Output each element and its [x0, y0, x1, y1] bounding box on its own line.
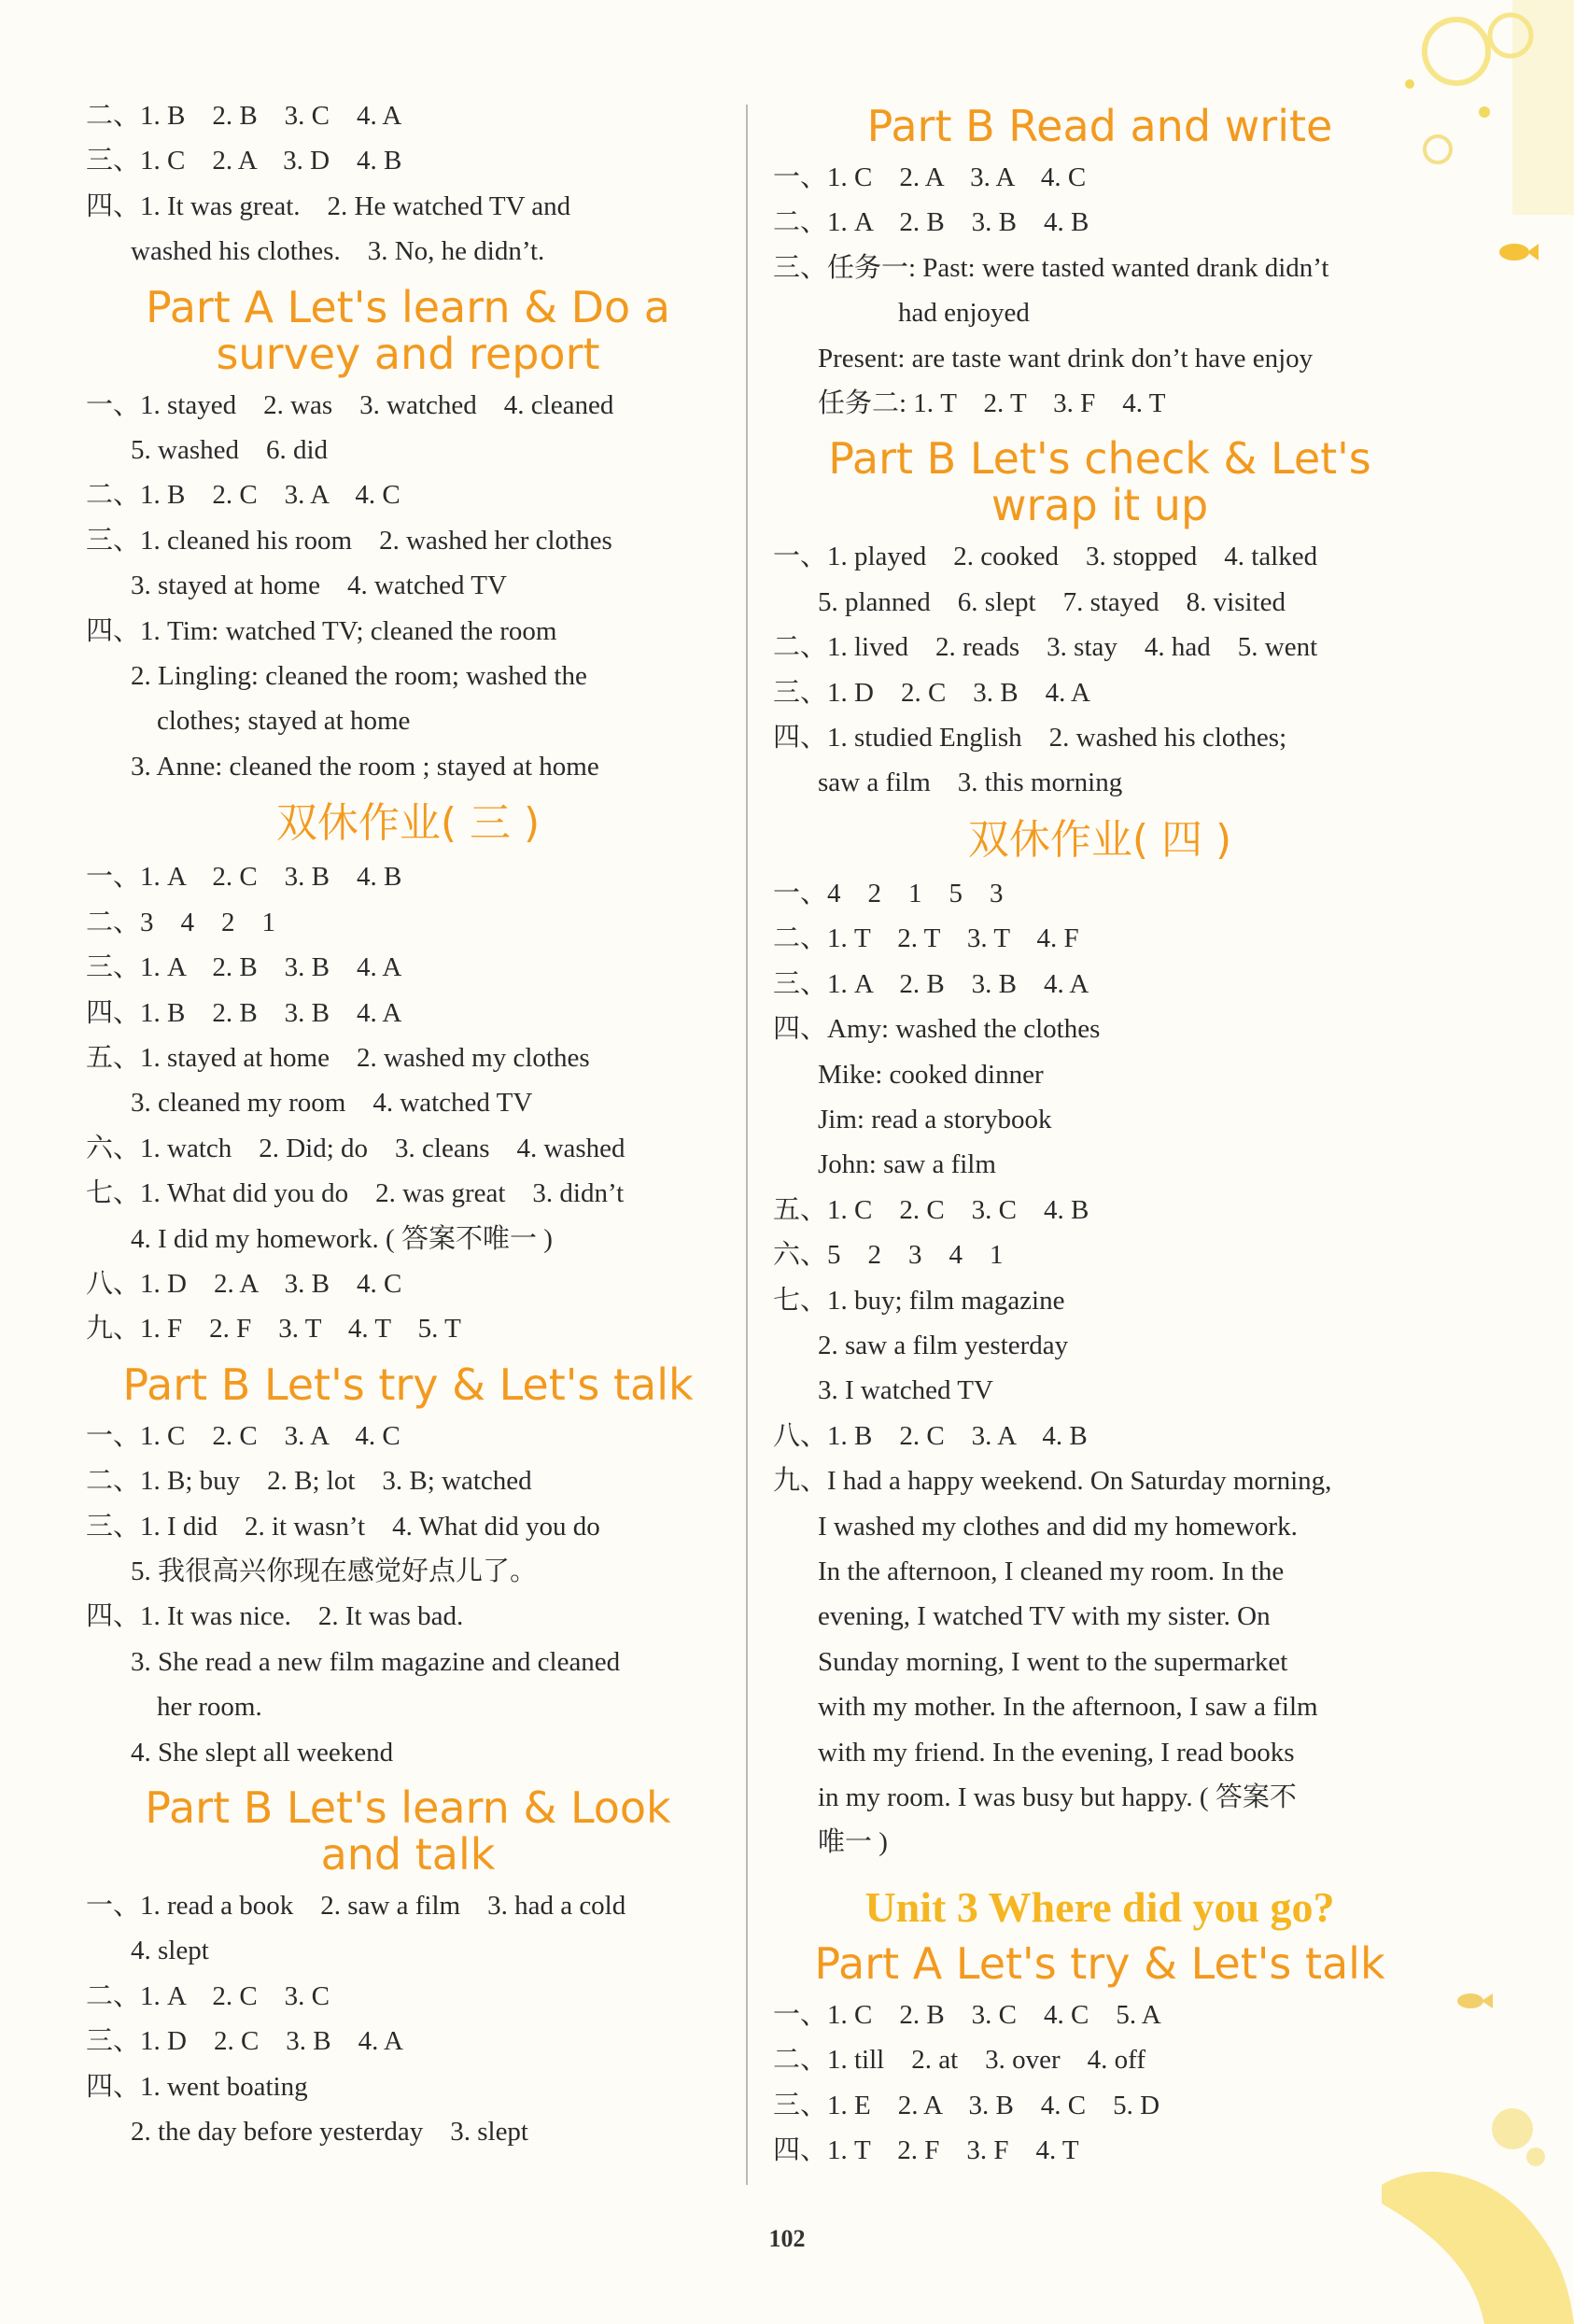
answer-line: 二、1. B 2. B 3. C 4. A — [86, 101, 402, 131]
answer-line: 二、1. lived 2. reads 3. stay 4. had 5. went — [773, 632, 1318, 663]
answer-line: 唯一 ) — [818, 1827, 888, 1858]
answer-line: 三、1. D 2. C 3. B 4. A — [86, 2026, 403, 2057]
answer-line: 一、4 2 1 5 3 — [773, 878, 1004, 908]
answer-line: 4. slept — [131, 1936, 209, 1966]
answer-line: Mike: cooked dinner — [818, 1059, 1044, 1090]
answer-line: 一、1. played 2. cooked 3. stopped 4. talked — [773, 542, 1318, 572]
answer-line: 5. washed 6. did — [131, 435, 329, 466]
answer-line: 3. I watched TV — [818, 1375, 993, 1406]
answer-line: 三、1. A 2. B 3. B 4. A — [86, 952, 402, 983]
answer-line: 三、任务一: Past: were tasted wanted drank didn’t — [773, 252, 1329, 283]
small-fish-icon — [1452, 1989, 1498, 2013]
answer-line: 3. Anne: cleaned the room ; stayed at home — [131, 751, 599, 782]
answer-line: 二、1. till 2. at 3. over 4. off — [773, 2045, 1145, 2076]
answer-line: 二、1. A 2. C 3. C — [86, 1980, 330, 2011]
answer-line: 一、1. C 2. B 3. C 4. C 5. A — [773, 1999, 1161, 2030]
answer-line: 四、1. studied English 2. washed his clothes; — [773, 723, 1287, 754]
section-heading: 双休作业( 四 ) — [967, 815, 1232, 864]
answer-line: 四、1. T 2. F 3. F 4. T — [773, 2135, 1079, 2166]
answer-line: 四、1. It was nice. 2. It was bad. — [86, 1601, 464, 1632]
answer-line: Sunday morning, I went to the supermarket — [818, 1646, 1288, 1677]
answer-line: 六、5 2 3 4 1 — [773, 1240, 1004, 1271]
answer-line: 九、1. F 2. F 3. T 4. T 5. T — [86, 1314, 461, 1345]
section-heading: Part A Let's learn & Do a survey and report — [146, 281, 670, 379]
answer-line: in my room. I was busy but happy. ( 答案不 — [818, 1782, 1297, 1812]
answer-line: 2. saw a film yesterday — [818, 1330, 1069, 1360]
answer-line: 三、1. cleaned his room 2. washed her clothes — [86, 525, 612, 556]
answer-line: 5. planned 6. slept 7. stayed 8. visited — [818, 586, 1286, 617]
answer-line: I washed my clothes and did my homework. — [818, 1511, 1298, 1542]
answer-line: John: saw a film — [818, 1149, 996, 1180]
answer-line: 四、1. It was great. 2. He watched TV and — [86, 190, 571, 221]
answer-line: Jim: read a storybook — [818, 1104, 1052, 1134]
answer-line: 三、1. C 2. A 3. D 4. B — [86, 146, 402, 176]
answer-line: 4. I did my homework. ( 答案不唯一 ) — [131, 1223, 553, 1254]
answer-line: 五、1. C 2. C 3. C 4. B — [773, 1194, 1089, 1225]
answer-line: 三、1. I did 2. it wasn’t 4. What did you do — [86, 1511, 600, 1542]
answer-line: 六、1. watch 2. Did; do 3. cleans 4. washed — [86, 1133, 625, 1163]
answer-column-left — [86, 93, 730, 2154]
answer-line: 任务二: 1. T 2. T 3. F 4. T — [818, 388, 1166, 419]
answer-line: 一、1. stayed 2. was 3. watched 4. cleaned — [86, 389, 614, 420]
answer-line: 四、1. B 2. B 3. B 4. A — [86, 997, 402, 1028]
answer-line: 八、1. D 2. A 3. B 4. C — [86, 1268, 402, 1299]
answer-line: evening, I watched TV with my sister. On — [818, 1601, 1271, 1632]
column-divider — [746, 105, 748, 2185]
answer-line: 二、3 4 2 1 — [86, 907, 276, 937]
answer-line: 一、1. read a book 2. saw a film 3. had a cold — [86, 1891, 626, 1921]
answer-line: 3. cleaned my room 4. watched TV — [131, 1088, 533, 1119]
answer-line: 九、I had a happy weekend. On Saturday morning, — [773, 1466, 1332, 1497]
answer-line: 三、1. A 2. B 3. B 4. A — [773, 968, 1089, 999]
answer-line: 5. 我很高兴你现在感觉好点儿了。 — [131, 1556, 538, 1586]
page-number: 102 — [768, 2225, 806, 2252]
answer-line: with my friend. In the evening, I read books — [818, 1737, 1295, 1768]
answer-line: her room. — [157, 1692, 262, 1723]
answer-line: 3. She read a new film magazine and cleaned — [131, 1646, 621, 1677]
answer-line: 2. the day before yesterday 3. slept — [131, 2117, 528, 2148]
answer-line: 4. She slept all weekend — [131, 1737, 394, 1768]
answer-line: had enjoyed — [898, 298, 1030, 329]
answer-line: 七、1. buy; film magazine — [773, 1285, 1065, 1316]
section-heading: Part B Let's check & Let's wrap it up — [828, 433, 1371, 531]
answer-line: saw a film 3. this morning — [818, 768, 1123, 798]
answer-line: 一、1. A 2. C 3. B 4. B — [86, 862, 402, 893]
section-heading: Part B Let's try & Let's talk — [122, 1359, 694, 1410]
answer-line: 一、1. C 2. C 3. A 4. C — [86, 1420, 401, 1451]
answer-line: 三、1. D 2. C 3. B 4. A — [773, 677, 1090, 708]
unit-title: Unit 3 Where did you go? — [864, 1882, 1335, 1931]
answer-column-right — [773, 93, 1426, 2173]
section-heading: Part A Let's try & Let's talk — [814, 1937, 1385, 1989]
answer-line: 三、1. E 2. A 3. B 4. C 5. D — [773, 2090, 1160, 2120]
section-heading: Part B Let's learn & Look and talk — [145, 1782, 671, 1880]
section-heading: 双休作业( 三 ) — [275, 799, 541, 848]
section-heading: Part B Read and write — [866, 101, 1333, 151]
answer-line: 一、1. C 2. A 3. A 4. C — [773, 162, 1087, 192]
answer-line: 四、1. Tim: watched TV; cleaned the room — [86, 615, 557, 646]
answer-line: 八、1. B 2. C 3. A 4. B — [773, 1420, 1088, 1451]
answer-line: clothes; stayed at home — [157, 706, 411, 737]
answer-line: with my mother. In the afternoon, I saw a film — [818, 1692, 1318, 1723]
answer-line: 七、1. What did you do 2. was great 3. didn’t — [86, 1178, 625, 1209]
answer-line: 二、1. B; buy 2. B; lot 3. B; watched — [86, 1466, 532, 1497]
answer-line: 四、1. went boating — [86, 2071, 308, 2102]
answer-line: In the afternoon, I cleaned my room. In the — [818, 1556, 1285, 1586]
answer-line: 二、1. A 2. B 3. B 4. B — [773, 207, 1089, 238]
answer-line: 四、Amy: washed the clothes — [773, 1014, 1101, 1045]
fish-icon — [1494, 238, 1540, 266]
answer-line: 二、1. B 2. C 3. A 4. C — [86, 480, 401, 511]
answer-line: 二、1. T 2. T 3. T 4. F — [773, 923, 1079, 954]
answer-line: 2. Lingling: cleaned the room; washed the — [131, 661, 587, 692]
answer-line: 3. stayed at home 4. watched TV — [131, 570, 507, 601]
answer-line: washed his clothes. 3. No, he didn’t. — [131, 236, 545, 267]
answer-line: Present: are taste want drink don’t have enjoy — [818, 343, 1314, 373]
answer-line: 五、1. stayed at home 2. washed my clothes — [86, 1042, 590, 1073]
